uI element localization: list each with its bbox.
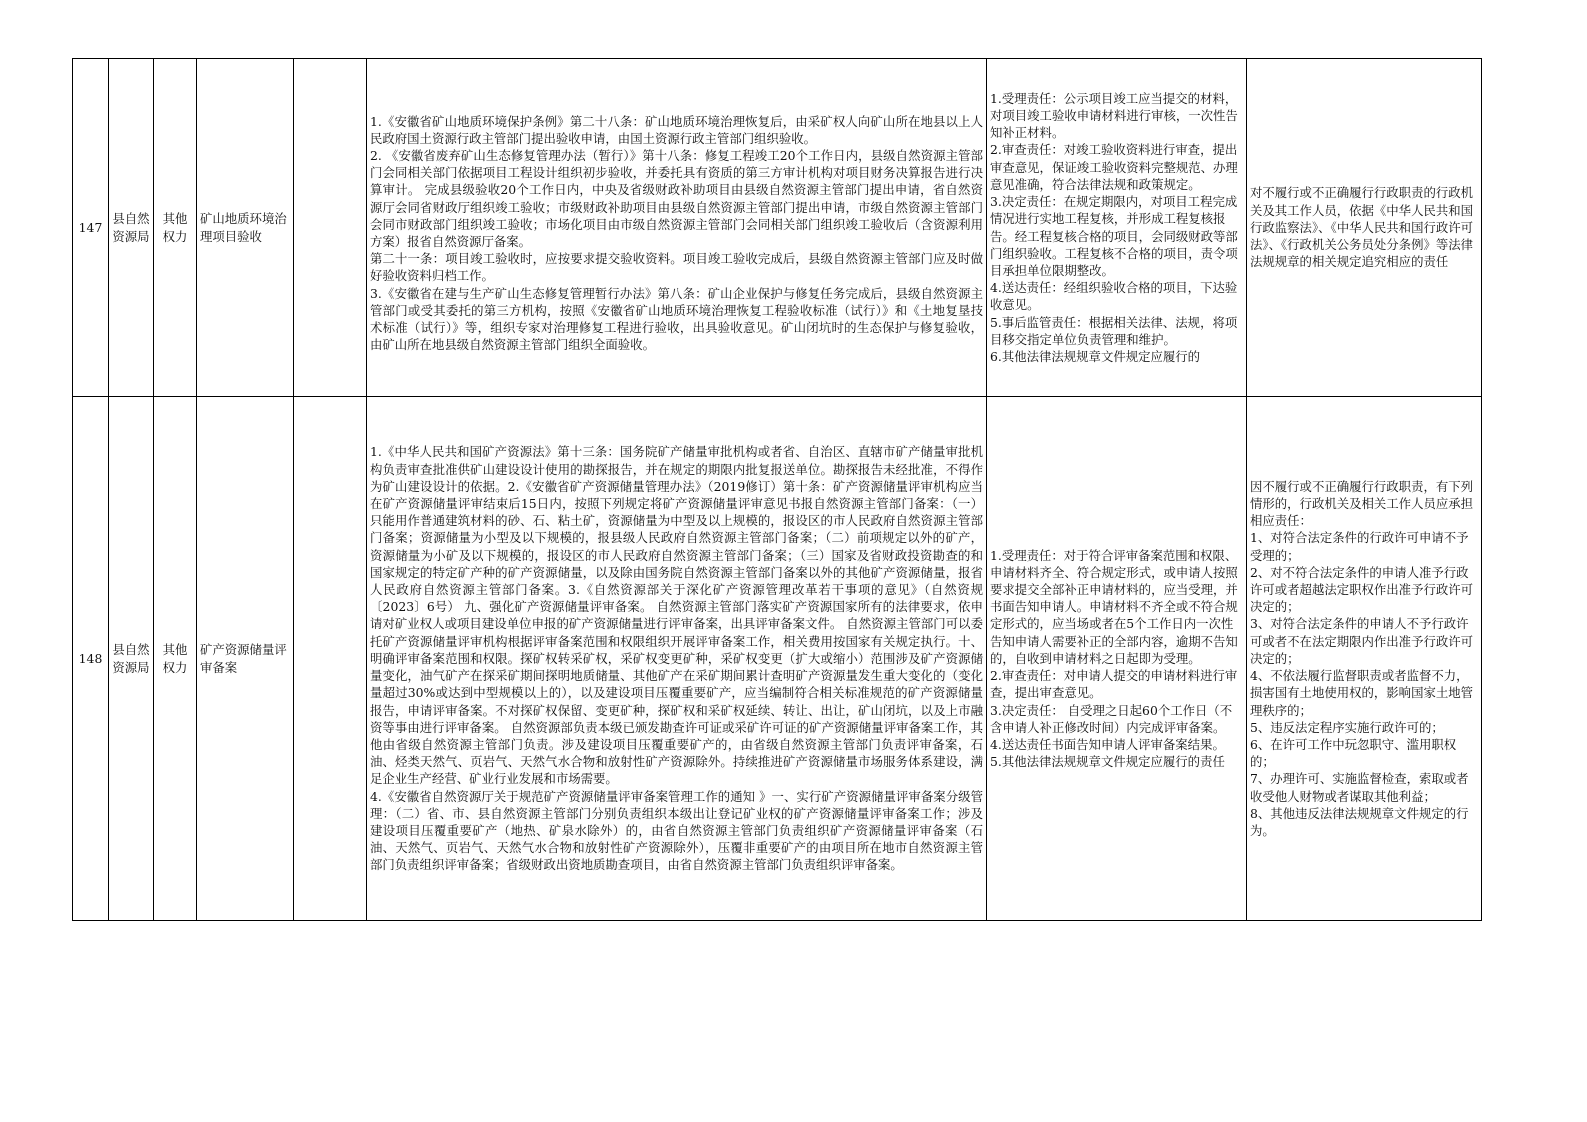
table-row [73, 397, 1482, 921]
accountability-item: 2、对不符合法定条件的申请人准予行政许可或者超越法定职权作出准予行政许可决定的； [1250, 564, 1474, 615]
power-type-cell: 其他权力 [154, 397, 197, 921]
legal-basis-cell [367, 397, 987, 921]
legal-basis-paragraph: 4.《安徽省自然资源厅关于规范矿产资源储量评审备案管理工作的通知 》一、实行矿产资源储量评审备案分级管理：（二）省、市、县自然资源主管部门分别负责组织本级出让登记矿业权的矿产资源储量评审备案工作；涉及建设项目压覆重要矿产（地热、矿泉水除外）的，由省自然资源主管部门负责组织矿产资源储量评审备案（石油、天然气、页岩气、天然气水合物和放射性矿产资源除外），压覆非重要矿产的由项目所在地市自然资源主管部门负责组织评审备案；省级财政出资地质勘查项目，由省自然资源主管部门负责组织评审备案。 [370, 788, 983, 873]
department-cell: 县自然资源局 [109, 397, 154, 921]
accountability-item: 4、不依法履行监督职责或者监督不力，损害国有土地使用权的，影响国家土地管理秩序的； [1250, 668, 1474, 718]
responsibility-item: 1.受理责任：公示项目竣工应当提交的材料，对项目竣工验收申请材料进行审核，一次性告知补正材料。 [990, 90, 1238, 141]
accountability-item: 1、对符合法定条件的行政许可申请不予受理的； [1250, 530, 1469, 563]
legal-basis-paragraph: 1.《安徽省矿山地质环境保护条例》第二十八条：矿山地质环境治理恢复后，由采矿权人向矿山所在地县以上人民政府国土资源行政主管部门提出验收申请，由国土资源行政主管部门组织验收。 [370, 113, 983, 146]
legal-basis-cell [367, 59, 987, 397]
accountability-item: 5、违反法定程序实施行政许可的； [1250, 719, 1444, 735]
responsibility-item: 2.审查责任：对竣工验收资料进行审查，提出审查意见，保证竣工验收资料完整规范、办理意见准确，符合法律法规和政策规定。 [990, 142, 1238, 192]
sub-item-cell [294, 397, 367, 921]
power-list-table [72, 58, 1482, 921]
responsibility-item: 5.事后监管责任：根据相关法律、法规，将项目移交指定单位负责管理和维护。 [990, 314, 1238, 347]
table-row [73, 59, 1482, 397]
responsibility-cell [987, 59, 1247, 397]
accountability-item: 对不履行或不正确履行行政职责的行政机关及其工作人员，依据《中华人民共和国行政监察法》、《中华人民共和国行政许可法》、《行政机关公务员处分条例》等法律法规规章的相关规定追究相应的责任 [1250, 185, 1474, 270]
accountability-item: 6、在许可工作中玩忽职守、滥用职权的； [1250, 736, 1457, 770]
legal-basis-paragraph: 2. 《安徽省废弃矿山生态修复管理办法（暂行）》第十八条：修复工程竣工20个工作日内，县级自然资源主管部门会同相关部门依据项目工程设计组织初步验收，并委托具有资质的第三方审计机构对项目财务决算报告进行决算审计。 完成县级验收20个工作日内，中央及省级财政补助项目由县级自然资源主管部门提出申请，省自然资源厅会同省财政厅组织竣工验收；市级财政补助项目由县级自然资源主管部门提出申请，市级自然资源主管部门会同市财政部门组织竣工验收；市场化项目由市级自然资源主管部门会同相关部门组织竣工验收后（含资源利用方案）报省自然资源厅备案。 [370, 147, 983, 249]
responsibility-item: 2.审查责任：对申请人提交的申请材料进行审查，提出审查意见。 [990, 668, 1238, 701]
sub-item-cell [294, 59, 367, 397]
responsibility-item: 6.其他法律法规规章文件规定应履行的 [990, 348, 1201, 364]
legal-basis-paragraph: 第二十一条：项目竣工验收时，应按要求提交验收资料。项目竣工验收完成后，县级自然资源主管部门应及时做好验收资料归档工作。 [370, 251, 983, 284]
accountability-item: 因不履行或不正确履行行政职责，有下列情形的，行政机关及相关工作人员应承担相应责任： [1250, 478, 1474, 529]
legal-basis-paragraph: 3.《安徽省在建与生产矿山生态修复管理暂行办法》第八条：矿山企业保护与修复任务完成后，县级自然资源主管部门或受其委托的第三方机构，按照《安徽省矿山地质环境治理恢复工程验收标准（试行）》和《土地复垦技术标准（试行）》等，组织专家对治理修复工程进行验收，出具验收意见。矿山闭坑时的生态保护与修复验收，由矿山所在地县级自然资源主管部门组织全面验收。 [370, 285, 983, 353]
responsibility-item: 4.送达责任：经组织验收合格的项目，下达验收意见。 [990, 280, 1238, 313]
responsibility-item: 5.其他法律法规规章文件规定应履行的责任 [990, 754, 1225, 770]
accountability-cell [1247, 59, 1482, 397]
accountability-item: 7、办理许可、实施监督检查，索取或者收受他人财物或者谋取其他利益； [1250, 771, 1469, 804]
accountability-cell [1247, 397, 1482, 921]
row-number: 147 [73, 59, 109, 397]
responsibility-cell [987, 397, 1247, 921]
accountability-item: 3、对符合法定条件的申请人不予行政许可或者不在法定期限内作出准予行政许可决定的； [1250, 616, 1474, 666]
responsibility-item: 3.决定责任：在规定期限内，对项目工程完成情况进行实地工程复核，并形成工程复核报告。经工程复核合格的项目，会同级财政等部门组织验收。工程复核不合格的项目，责令项目承担单位限期整改。 [990, 194, 1238, 278]
legal-basis-paragraph: 1.《中华人民共和国矿产资源法》第十三条：国务院矿产储量审批机构或者省、自治区、直辖市矿产储量审批机构负责审查批准供矿山建设设计使用的勘探报告，并在规定的期限内批复报送单位。勘探报告未经批准，不得作为矿山建设设计的依据。2.《安徽省矿产资源储量管理办法》（2019修订）第十条：矿产资源储量评审机构应当在矿产资源储量评审结束后15日内，按照下列规定将矿产资源储量评审意见书报自然资源主管部门备案：（一）只能用作普通建筑材料的砂、石、粘土矿，资源储量为中型及以上规模的，报设区的市人民政府自然资源主管部门备案；资源储量为小型及以下规模的，报县级人民政府自然资源主管部门备案；（二）前项规定以外的矿产，资源储量为小矿及以下规模的，报设区的市人民政府自然资源主管部门备案；（三）国家及省财政投资勘查的和国家规定的特定矿产种的矿产资源储量，以及除由国务院自然资源主管部门备案以外的其他矿产资源储量，报省人民政府自然资源主管部门备案。3.《自然资源部关于深化矿产资源管理改革若干事项的意见》（自然资规〔2023〕6号） 九、强化矿产资源储量评审备案。 自然资源主管部门落实矿产资源国家所有的法律要求，依申请对矿业权人或项目建设单位申报的矿产资源储量进行评审备案，出具评审备案文件。 自然资源主管部门可以委托矿产资源储量评审机构根据评审备案范围和权限组织开展评审备案工作，相关费用按国家有关规定执行。十、明确评审备案范围和权限。探矿权转采矿权，采矿权变更矿种，采矿权变更（扩大或缩小）范围涉及矿产资源储量变化，油气矿产在探采矿期间探明地质储量、其他矿产在采矿期间累计查明矿产资源量发生重大变化的（变化量超过30%或达到中型规模以上的），以及建设项目压覆重要矿产，应当编制符合相关标准规范的矿产资源储量报告，申请评审备案。不对探矿权保留、变更矿种，探矿权和采矿权延续、转让、出让，矿山闭坑，以及上市融资等事由进行评审备案。 自然资源部负责本级已颁发勘查许可证或采矿许可证的矿产资源储量评审备案工作，其他由省级自然资源主管部门负责。涉及建设项目压覆重要矿产的，由省级自然资源主管部门负责评审备案，石油、烃类天然气、页岩气、天然气水合物和放射性矿产资源除外。持续推进矿产资源储量市场服务体系建设，满足企业生产经营、矿业行业发展和市场需要。 [370, 444, 983, 787]
item-name-cell: 矿产资源储量评审备案 [197, 397, 294, 921]
accountability-item: 8、其他违反法律法规规章文件规定的行为。 [1250, 805, 1469, 838]
department-cell: 县自然资源局 [109, 59, 154, 397]
responsibility-item: 3.决定责任： 自受理之日起60个工作日（不含申请人补正修改时间）内完成评审备案。 [990, 702, 1233, 735]
item-name-cell: 矿山地质环境治理项目验收 [197, 59, 294, 397]
power-type-cell: 其他权力 [154, 59, 197, 397]
responsibility-item: 1.受理责任：对于符合评审备案范围和权限、申请材料齐全、符合规定形式，或申请人按照要求提交全部补正申请材料的，应当受理，并书面告知申请人。申请材料不齐全或不符合规定形式的，应当场或者在5个工作日内一次性告知申请人需要补正的全部内容，逾期不告知的，自收到申请材料之日起即为受理。 [990, 547, 1238, 666]
row-number: 148 [73, 397, 109, 921]
responsibility-item: 4.送达责任书面告知申请人评审备案结果。 [990, 736, 1225, 752]
